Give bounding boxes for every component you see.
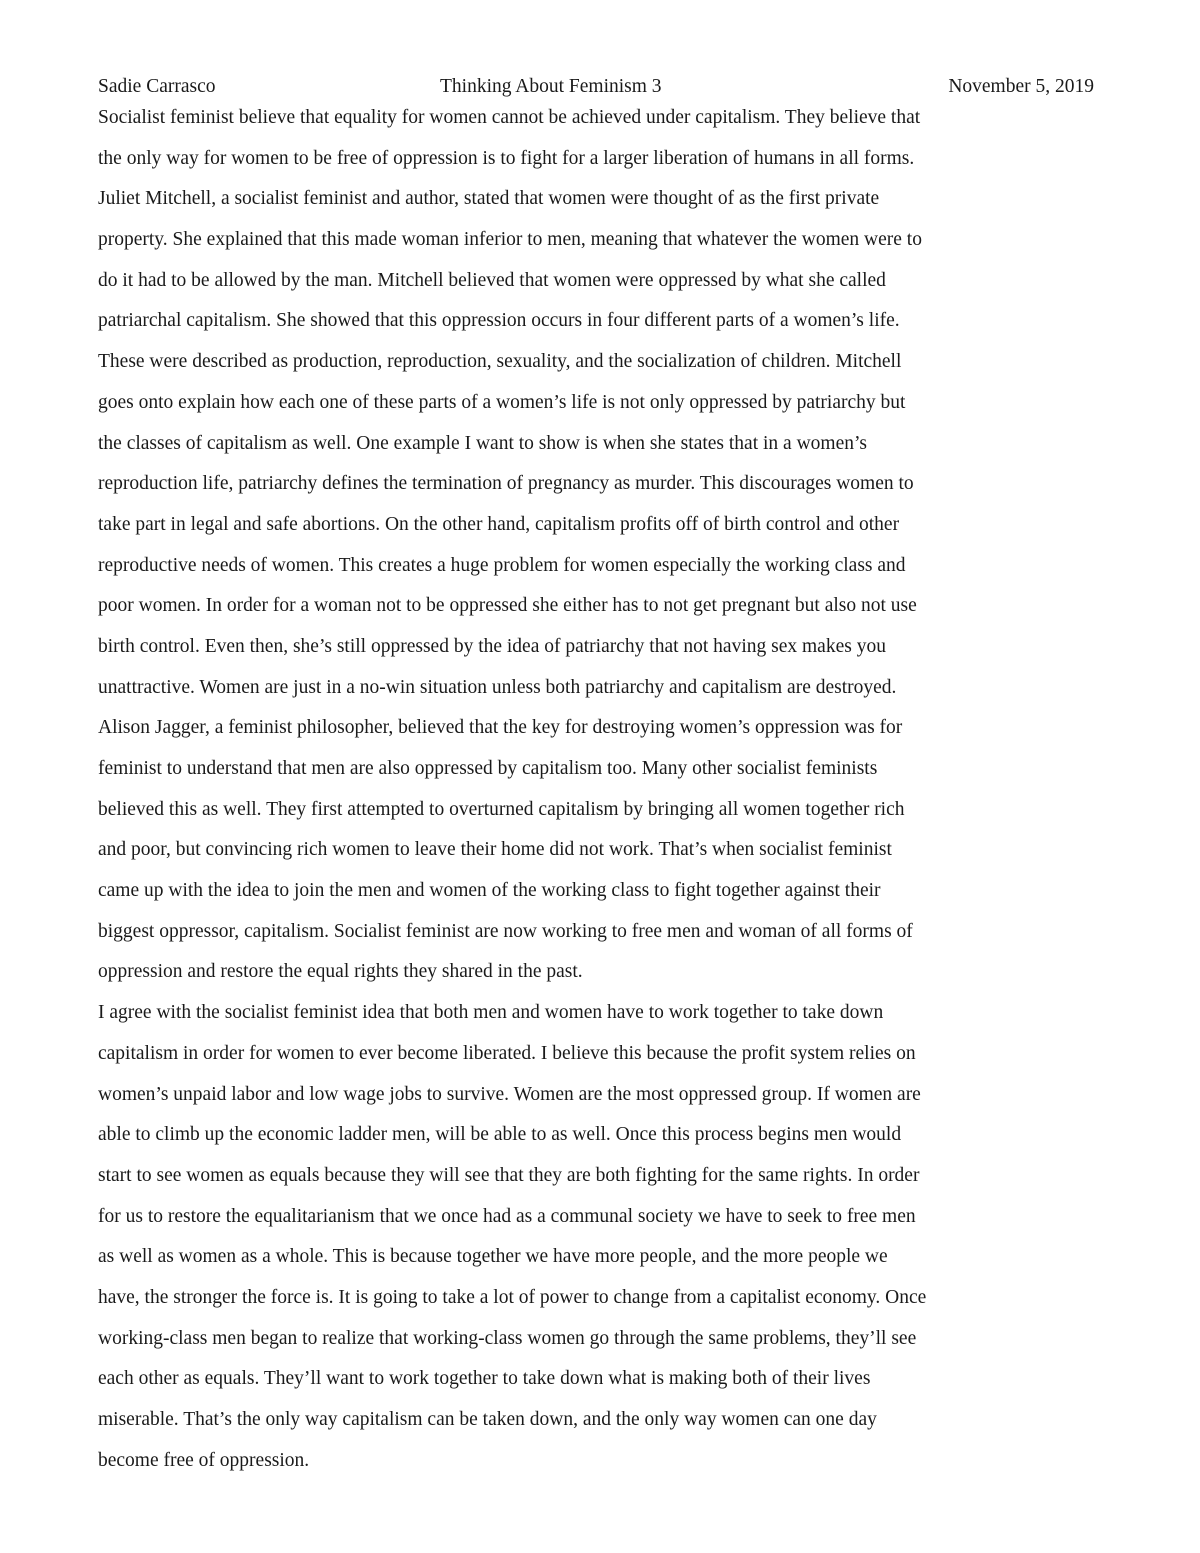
text-line: Alison Jagger, a feminist philosopher, believed that the key for destroying women’s oppression was for [98,717,903,739]
document-date: November 5, 2019 [948,76,1094,97]
text-line: patriarchal capitalism. She showed that this oppression occurs in four different parts of a women’s life. [98,310,900,332]
text-line: working-class men began to realize that working-class women go through the same problems, they’ll see [98,1327,917,1349]
author-name: Sadie Carrasco [98,76,216,97]
text-line: have, the stronger the force is. It is going to take a lot of power to change from a capitalist economy. Once [98,1286,927,1308]
document-body [98,98,1102,1481]
text-line: take part in legal and safe abortions. On the other hand, capitalism profits off of birth control and other [98,513,900,535]
text-line: and poor, but convincing rich women to leave their home did not work. That’s when socialist feminist [98,839,892,861]
text-line: become free of oppression. [98,1449,310,1471]
text-line: capitalism in order for women to ever become liberated. I believe this because the profit system relies on [98,1042,916,1064]
text-line: believed this as well. They first attempted to overturned capitalism by bringing all women together rich [98,798,905,820]
text-line: came up with the idea to join the men and women of the working class to fight together against their [98,880,881,902]
text-line: the classes of capitalism as well. One example I want to show is when she states that in a women’s [98,432,867,454]
page-header [98,74,1094,100]
text-line: goes onto explain how each one of these parts of a women’s life is not only oppressed by patriarchy but [98,391,906,413]
text-line: reproduction life, patriarchy defines the termination of pregnancy as murder. This discourages women to [98,473,914,495]
text-line: unattractive. Women are just in a no-win situation unless both patriarchy and capitalism are destroyed. [98,676,897,698]
text-line: biggest oppressor, capitalism. Socialist feminist are now working to free men and woman of all forms of [98,920,913,942]
text-line: These were described as production, reproduction, sexuality, and the socialization of children. Mitchell [98,351,902,373]
text-line: birth control. Even then, she’s still oppressed by the idea of patriarchy that not having sex makes you [98,635,886,657]
text-line: I agree with the socialist feminist idea that both men and women have to work together to take down [98,1002,884,1024]
text-line: do it had to be allowed by the man. Mitchell believed that women were oppressed by what she called [98,269,886,291]
text-line: start to see women as equals because they will see that they are both fighting for the same rights. In order [98,1164,920,1186]
text-line: each other as equals. They’ll want to work together to take down what is making both of their lives [98,1368,871,1390]
text-line: poor women. In order for a woman not to be oppressed she either has to not get pregnant but also not use [98,595,917,617]
text-line: able to climb up the economic ladder men, will be able to as well. Once this process begins men would [98,1124,902,1146]
text-line: miserable. That’s the only way capitalism can be taken down, and the only way women can one day [98,1409,877,1430]
document-title: Thinking About Feminism 3 [440,76,662,97]
text-line: Socialist feminist believe that equality for women cannot be achieved under capitalism. They believe that [98,107,921,128]
text-line: for us to restore the equalitarianism that we once had as a communal society we have to seek to free men [98,1205,916,1227]
text-line: women’s unpaid labor and low wage jobs to survive. Women are the most oppressed group. If women are [98,1083,921,1105]
paragraph [98,98,1102,993]
text-line: oppression and restore the equal rights they shared in the past. [98,961,583,983]
paragraph [98,993,1102,1481]
text-line: reproductive needs of women. This creates a huge problem for women especially the working class and [98,554,906,576]
text-line: as well as women as a whole. This is because together we have more people, and the more people we [98,1246,888,1268]
text-line: Juliet Mitchell, a socialist feminist and author, stated that women were thought of as the first private [98,188,880,210]
text-line: the only way for women to be free of oppression is to fight for a larger liberation of humans in all forms. [98,147,915,169]
text-line: property. She explained that this made woman inferior to men, meaning that whatever the women were to [98,229,922,251]
text-line: feminist to understand that men are also oppressed by capitalism too. Many other socialist feminists [98,758,878,779]
